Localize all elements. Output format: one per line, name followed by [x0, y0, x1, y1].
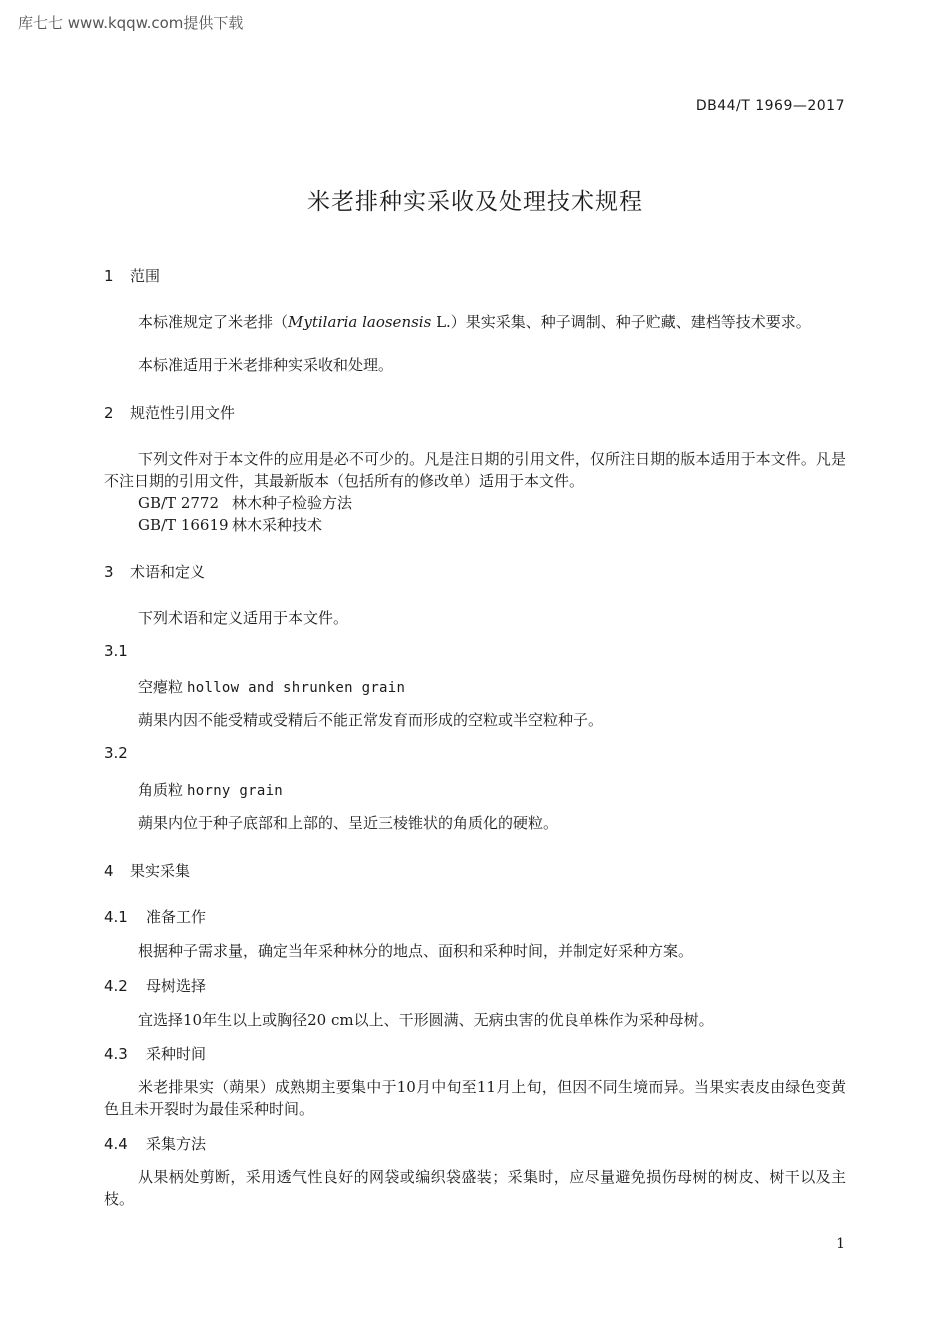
section-heading-2 — [104, 402, 235, 423]
latin-name: Mytilaria laosensis — [288, 313, 432, 331]
subsection-number: 4.2 — [104, 977, 128, 995]
document-number: DB44/T 1969—2017 — [695, 98, 845, 114]
paragraph: 从果柄处剪断，采用透气性良好的网袋或编织袋盛装；采集时，应尽量避免损伤母树的树皮、树干以及主枝。 — [104, 1168, 846, 1208]
term-en: horny grain — [187, 783, 284, 799]
page-number: 1 — [836, 1236, 845, 1252]
subsection-heading — [104, 1133, 206, 1154]
section-heading-3 — [104, 561, 205, 582]
paragraph: 米老排果实（蒴果）成熟期主要集中于10月中旬至11月上旬，但因不同生境而异。当果实表皮由绿色变黄色且未开裂时为最佳采种时间。 — [104, 1078, 846, 1118]
watermark: 库七七 www.kqqw.com提供下载 — [18, 14, 244, 32]
subsection-heading — [104, 906, 206, 927]
term-number: 3.2 — [104, 744, 128, 762]
subsection-title: 采种时间 — [146, 1045, 207, 1063]
paragraph-applicability: 本标准适用于米老排种实采收和处理。 — [138, 356, 394, 374]
subsection-heading — [104, 975, 206, 996]
reference-item — [138, 492, 352, 513]
scope-text-b: L.）果实采集、种子调制、种子贮藏、建档等技术要求。 — [431, 313, 811, 331]
section-number: 4 — [104, 862, 114, 880]
section-heading-1 — [104, 265, 160, 286]
subsection-title: 采集方法 — [146, 1135, 207, 1153]
subsection-heading — [104, 1043, 206, 1064]
scope-text-a: 本标准规定了米老排（ — [138, 313, 289, 331]
page-title: 米老排种实采收及处理技术规程 — [307, 189, 643, 215]
section-title: 术语和定义 — [130, 563, 206, 581]
reference-item — [138, 514, 322, 535]
reference-code: GB/T 2772 — [138, 494, 220, 512]
term-entry — [138, 779, 283, 800]
section-number: 1 — [104, 267, 114, 285]
section-number: 2 — [104, 404, 114, 422]
term-en: hollow and shrunken grain — [187, 680, 406, 696]
section-title: 规范性引用文件 — [130, 404, 236, 422]
subsection-number: 4.4 — [104, 1135, 128, 1153]
section-number: 3 — [104, 563, 114, 581]
term-definition: 蒴果内因不能受精或受精后不能正常发育而形成的空粒或半空粒种子。 — [138, 711, 604, 729]
reference-code: GB/T 16619 — [138, 516, 229, 534]
paragraph-references: 下列文件对于本文件的应用是必不可少的。凡是注日期的引用文件，仅所注日期的版本适用于本文件。凡是不注日期的引用文件，其最新版本（包括所有的修改单）适用于本文件。 — [104, 450, 846, 490]
section-title: 果实采集 — [130, 862, 191, 880]
reference-name: 林木种子检验方法 — [232, 494, 353, 512]
term-definition: 蒴果内位于种子底部和上部的、呈近三棱锥状的角质化的硬粒。 — [138, 814, 559, 832]
term-zh: 空瘪粒 — [138, 678, 184, 696]
section-heading-4 — [104, 860, 190, 881]
subsection-number: 4.1 — [104, 908, 128, 926]
term-zh: 角质粒 — [138, 781, 184, 799]
paragraph: 根据种子需求量，确定当年采种林分的地点、面积和采种时间，并制定好采种方案。 — [138, 942, 694, 960]
section-title: 范围 — [130, 267, 161, 285]
paragraph: 宜选择10年生以上或胸径20 cm以上、干形圆满、无病虫害的优良单株作为采种母树。 — [138, 1011, 714, 1029]
subsection-number: 4.3 — [104, 1045, 128, 1063]
term-entry — [138, 676, 405, 697]
paragraph-terms-intro: 下列术语和定义适用于本文件。 — [138, 609, 349, 627]
reference-name: 林木采种技术 — [232, 516, 323, 534]
paragraph-scope — [104, 311, 846, 333]
subsection-title: 准备工作 — [146, 908, 207, 926]
subsection-title: 母树选择 — [146, 977, 207, 995]
term-number: 3.1 — [104, 642, 128, 660]
